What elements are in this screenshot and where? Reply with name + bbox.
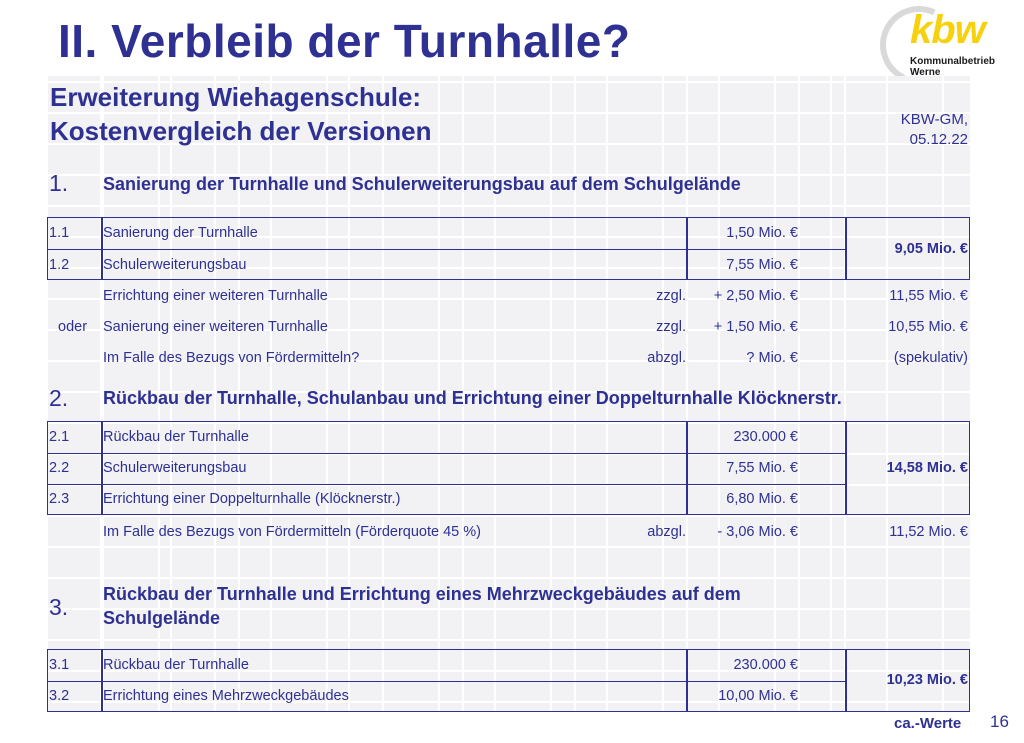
logo-subtitle-2: Werne bbox=[910, 67, 941, 75]
section-2-extra-qualifier: abzgl. bbox=[647, 524, 686, 540]
extra-2-prefix: oder bbox=[58, 319, 88, 335]
extra-3-total: (spekulativ) bbox=[893, 350, 968, 366]
row-3-2-amount: 10,00 Mio. € bbox=[718, 688, 798, 704]
row-2-3-desc: Errichtung einer Doppelturnhalle (Klöcknerstr.) bbox=[103, 491, 401, 507]
section-2-sum: 14,58 Mio. € bbox=[886, 460, 968, 476]
kbw-logo bbox=[880, 6, 1006, 74]
row-2-1-amount: 230.000 € bbox=[733, 429, 798, 445]
row-2-3-amount: 6,80 Mio. € bbox=[726, 491, 798, 507]
extra-1-qualifier: zzgl. bbox=[656, 288, 686, 304]
extra-3-amount: ? Mio. € bbox=[746, 350, 798, 366]
row-3-1-desc: Rückbau der Turnhalle bbox=[103, 657, 249, 673]
row-1-2-desc: Schulerweiterungsbau bbox=[103, 257, 247, 273]
section-2-number: 2. bbox=[49, 385, 69, 411]
row-2-1-number: 2.1 bbox=[49, 429, 70, 445]
section-3-title-line-2: Schulgelände bbox=[103, 608, 221, 628]
row-1-2-amount: 7,55 Mio. € bbox=[726, 257, 798, 273]
row-2-2-desc: Schulerweiterungsbau bbox=[103, 460, 247, 476]
row-3-1-number: 3.1 bbox=[49, 657, 70, 673]
row-2-3-number: 2.3 bbox=[49, 491, 70, 507]
row-2-2-amount: 7,55 Mio. € bbox=[726, 460, 798, 476]
extra-2-qualifier: zzgl. bbox=[656, 319, 686, 335]
extra-2-desc: Sanierung einer weiteren Turnhalle bbox=[103, 319, 328, 335]
row-3-2-desc: Errichtung eines Mehrzweckgebäudes bbox=[103, 688, 349, 704]
extra-1-total: 11,55 Mio. € bbox=[889, 288, 968, 304]
section-1-number: 1. bbox=[49, 170, 69, 196]
row-1-1-desc: Sanierung der Turnhalle bbox=[103, 225, 258, 241]
logo-subtitle: Kommunalbetrieb bbox=[910, 56, 996, 67]
heading-line-1: Erweiterung Wiehagenschule: bbox=[50, 82, 422, 112]
row-1-1-number: 1.1 bbox=[49, 225, 70, 241]
section-2-extra-total: 11,52 Mio. € bbox=[889, 524, 968, 540]
section-3-title-line-1: Rückbau der Turnhalle und Errichtung eines Mehrzweckgebäudes auf dem bbox=[103, 584, 741, 604]
extra-3-desc: Im Falle des Bezugs von Fördermitteln? bbox=[103, 350, 360, 366]
extra-2-total: 10,55 Mio. € bbox=[888, 319, 968, 335]
section-2-extra-desc: Im Falle des Bezugs von Fördermitteln (Förderquote 45 %) bbox=[103, 524, 481, 540]
section-2-extra-amount: - 3,06 Mio. € bbox=[717, 524, 798, 540]
row-1-2-number: 1.2 bbox=[49, 257, 70, 273]
row-3-1-amount: 230.000 € bbox=[733, 657, 798, 673]
row-3-2-number: 3.2 bbox=[49, 688, 70, 704]
extra-1-amount: + 2,50 Mio. € bbox=[713, 288, 798, 304]
section-1-sum: 9,05 Mio. € bbox=[894, 241, 968, 257]
sheet-heading bbox=[50, 80, 431, 148]
section-3-title bbox=[103, 582, 741, 630]
heading-line-2: Kostenvergleich der Versionen bbox=[50, 116, 432, 146]
row-2-1-desc: Rückbau der Turnhalle bbox=[103, 429, 249, 445]
section-2-title: Rückbau der Turnhalle, Schulanbau und Errichtung einer Doppelturnhalle Klöcknerstr. bbox=[103, 388, 842, 408]
extra-1-desc: Errichtung einer weiteren Turnhalle bbox=[103, 288, 328, 304]
meta-line-1: KBW-GM, bbox=[900, 111, 968, 128]
logo-word: kbw bbox=[910, 8, 985, 52]
section-1-title: Sanierung der Turnhalle und Schulerweiterungsbau auf dem Schulgelände bbox=[103, 174, 741, 194]
meta-line-2: 05.12.22 bbox=[909, 131, 968, 148]
author-date bbox=[901, 110, 968, 150]
extra-2-amount: + 1,50 Mio. € bbox=[713, 319, 798, 335]
section-3-sum: 10,23 Mio. € bbox=[886, 672, 968, 688]
slide-title: II. Verbleib der Turnhalle? bbox=[58, 15, 631, 67]
section-3-number: 3. bbox=[49, 594, 69, 620]
row-2-2-number: 2.2 bbox=[49, 460, 70, 476]
page-number: 16 bbox=[990, 712, 1009, 731]
approx-values-note: ca.-Werte bbox=[894, 715, 962, 732]
extra-3-qualifier: abzgl. bbox=[647, 350, 686, 366]
row-1-1-amount: 1,50 Mio. € bbox=[726, 225, 798, 241]
